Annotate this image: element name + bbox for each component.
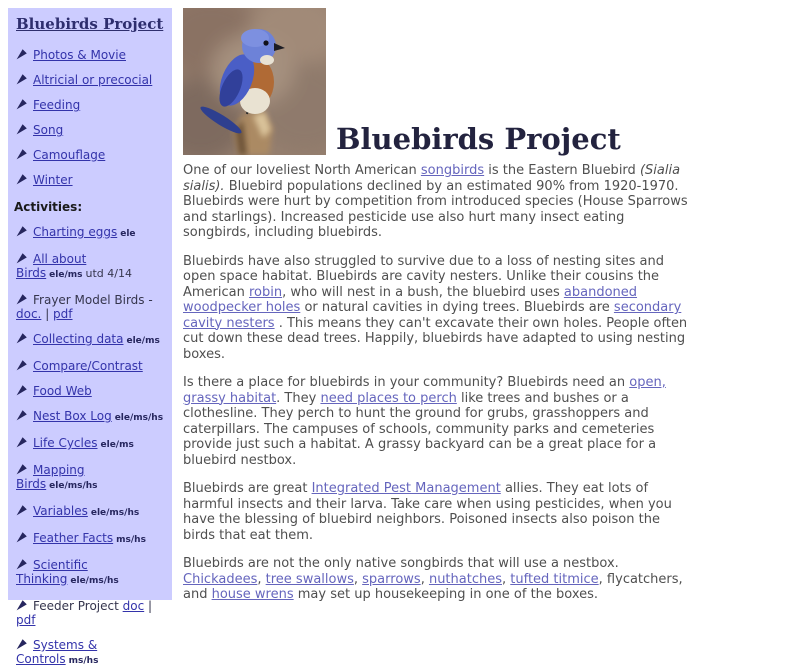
sidebar-link[interactable]: Food Web	[33, 384, 92, 398]
content-link[interactable]: tufted titmice	[510, 571, 599, 587]
sidebar-item	[16, 48, 168, 62]
sidebar-item	[16, 599, 168, 627]
sidebar-item	[16, 409, 168, 425]
grade-level-tag: ms/hs	[116, 535, 146, 545]
page-title: Bluebirds Project	[336, 122, 621, 156]
sidebar-item	[16, 252, 168, 282]
sidebar-link[interactable]: Systems & Controls	[16, 638, 98, 666]
main-content	[183, 8, 693, 603]
sidebar-item-label	[16, 463, 98, 491]
content-link[interactable]: songbirds	[420, 163, 485, 178]
sidebar-link[interactable]: Altricial or precocial	[33, 73, 153, 87]
sidebar-item	[16, 384, 168, 398]
sidebar-item	[16, 293, 168, 321]
pen-icon	[16, 252, 28, 264]
content-link[interactable]: Integrated Pest Management	[311, 481, 501, 496]
sidebar-link[interactable]: Compare/Contrast	[33, 359, 143, 373]
sidebar-link[interactable]: Mapping Birds	[16, 463, 85, 491]
content-link[interactable]: sparrows	[362, 571, 421, 587]
activities-heading: Activities:	[14, 200, 83, 214]
sidebar-item-label	[33, 148, 105, 162]
sidebar-item	[16, 173, 168, 187]
sidebar-item	[16, 531, 168, 547]
sidebar-item-label	[33, 73, 152, 87]
sidebar-item-label: Feeder Project doc | pdf	[16, 599, 153, 627]
pen-icon	[16, 463, 28, 475]
grade-level-tag: ele/ms/hs	[114, 413, 164, 423]
pen-icon	[16, 558, 28, 570]
paragraph: Bluebirds are not the only native songbirds that will use a nestbox. Chickadees, tree swallows, sparrows, nuthatches, tufted titmice, flycatchers, and house wrens may set up housekeeping in one of the boxes.	[183, 556, 683, 602]
sidebar-item	[16, 638, 168, 668]
update-note: utd 4/14	[85, 267, 132, 280]
sidebar-item-label	[16, 558, 119, 586]
grade-level-tag: ms/hs	[68, 656, 99, 666]
sidebar-item	[16, 463, 168, 493]
pen-icon	[16, 332, 28, 344]
grade-level-tag: ele/ms	[49, 270, 83, 280]
sidebar-item-label	[33, 359, 143, 373]
sidebar-link[interactable]: Variables	[33, 504, 88, 518]
pen-icon	[16, 504, 28, 516]
sidebar-item	[16, 148, 168, 162]
pen-icon	[16, 384, 28, 396]
sidebar-item-label	[33, 332, 160, 346]
sidebar-link[interactable]: Charting eggs	[33, 225, 118, 239]
pen-icon	[16, 73, 28, 85]
pen-icon	[16, 293, 28, 305]
content-link[interactable]: Chickadees	[183, 571, 258, 587]
content-link[interactable]: need places to perch	[320, 390, 457, 406]
sidebar-item	[16, 123, 168, 137]
paragraph: Bluebirds are great Integrated Pest Management allies. They eat lots of harmful insects and their larva. Take care when using pesticides, when you have the blessing of bluebird neighbors. Poisoned insects also poison the birds that eat them.	[183, 481, 672, 543]
content-link[interactable]: tree swallows	[265, 571, 354, 587]
sidebar-item	[16, 98, 168, 112]
content-link[interactable]: house wrens	[211, 587, 294, 602]
sidebar-item-label	[33, 98, 80, 112]
pen-icon	[16, 599, 28, 611]
content-link[interactable]: robin	[249, 284, 283, 300]
grade-level-tag: ele/ms	[100, 440, 134, 450]
sidebar-item-label	[33, 225, 136, 239]
sidebar-link[interactable]: Life Cycles	[33, 436, 98, 450]
grade-level-tag: ele/ms/hs	[90, 508, 140, 518]
sidebar-link[interactable]: Nest Box Log	[33, 409, 112, 423]
sidebar-item-label: Frayer Model Birds - doc. | pdf	[16, 293, 153, 321]
sidebar-item	[16, 436, 168, 452]
bluebird-photo	[183, 8, 326, 155]
sidebar-link[interactable]: Feather Facts	[33, 531, 114, 545]
article	[183, 163, 693, 603]
sidebar-item	[16, 73, 168, 87]
pen-icon	[16, 359, 28, 371]
sidebar-link[interactable]: pdf	[53, 307, 73, 321]
sidebar-link[interactable]: Winter	[33, 173, 73, 187]
pen-icon	[16, 638, 28, 650]
pen-icon	[16, 48, 28, 60]
sidebar-link[interactable]: doc.	[16, 307, 42, 321]
grade-level-tag: ele	[120, 229, 136, 239]
sidebar-item-label	[16, 638, 98, 666]
sidebar-item	[16, 558, 168, 588]
sidebar-link[interactable]: pdf	[16, 613, 36, 627]
content-link[interactable]: open, grassy habitat	[183, 375, 666, 406]
sidebar-item-label	[33, 436, 134, 450]
paragraph: Bluebirds have also struggled to survive due to a loss of nesting sites and open space habitat. Bluebirds are cavity nesters. Unlike their cousins the American robin, who will nest in a bush, the bluebird uses abandoned woodpecker holes or natural cavities in dying trees. Bluebirds are secondary cavity nesters . This means they can't excavate their own holes. People often cut down these dead trees. Happily, bluebirds have adapted to using nesting boxes.	[183, 253, 688, 362]
sidebar	[8, 8, 172, 666]
sidebar-item	[16, 225, 168, 241]
sidebar-link[interactable]: Camouflage	[33, 148, 106, 162]
pen-icon	[16, 98, 28, 110]
paragraph: One of our loveliest North American songbirds is the Eastern Bluebird (Sialia sialis). Bluebird populations declined by an estimated 90% from 1920-1970. Bluebirds were hurt by competition from introduced species (House Sparrows and starlings). Increased pesticide use also hurt many insect eating songbirds, including bluebirds.	[183, 163, 688, 240]
sidebar-title-link[interactable]: Bluebirds Project	[16, 15, 164, 33]
italic-text: (Sialia sialis).	[183, 163, 681, 194]
sidebar-item-label	[33, 48, 126, 62]
sidebar-link[interactable]: Scientific Thinking	[16, 558, 88, 586]
pen-icon	[16, 173, 28, 185]
sidebar-item-label	[33, 173, 73, 187]
sidebar-nav	[14, 48, 168, 668]
pen-icon	[16, 148, 28, 160]
sidebar-item-label	[33, 504, 139, 518]
sidebar-item	[16, 332, 168, 348]
paragraph: Is there a place for bluebirds in your community? Bluebirds need an open, grassy habitat. They need places to perch like trees and bushes or a clothesline. They perch to hunt the ground for grubs, grasshoppers and caterpillars. The campuses of schools, community parks and cemeteries provide just such a habitat. A grassy backyard can be a great place for a bluebird nestbox.	[183, 375, 666, 468]
grade-level-tag: ele/ms	[126, 336, 160, 346]
pen-icon	[16, 409, 28, 421]
sidebar-link[interactable]: doc	[122, 599, 145, 613]
sidebar-item-label	[33, 384, 92, 398]
sidebar-item	[16, 504, 168, 520]
sidebar-link[interactable]: Photos & Movie	[33, 48, 126, 62]
content-link[interactable]: abandoned woodpecker holes	[183, 284, 638, 315]
content-link[interactable]: secondary cavity nesters	[183, 300, 682, 331]
sidebar-link[interactable]: Collecting data	[33, 332, 124, 346]
sidebar-item-label	[33, 531, 146, 545]
sidebar-item-label	[33, 409, 163, 423]
sidebar-link[interactable]: All about Birds	[16, 252, 87, 280]
grade-level-tag: ele/ms/hs	[70, 576, 119, 586]
sidebar-link[interactable]: Song	[33, 123, 64, 137]
header-row	[183, 8, 693, 155]
sidebar-item-label	[16, 252, 132, 280]
pen-icon	[16, 225, 28, 237]
pen-icon	[16, 123, 28, 135]
content-link[interactable]: nuthatches	[428, 571, 502, 587]
sidebar-item	[16, 359, 168, 373]
pen-icon	[16, 436, 28, 448]
grade-level-tag: ele/ms/hs	[49, 481, 98, 491]
sidebar-item-label	[33, 123, 63, 137]
pen-icon	[16, 531, 28, 543]
sidebar-link[interactable]: Feeding	[33, 98, 81, 112]
